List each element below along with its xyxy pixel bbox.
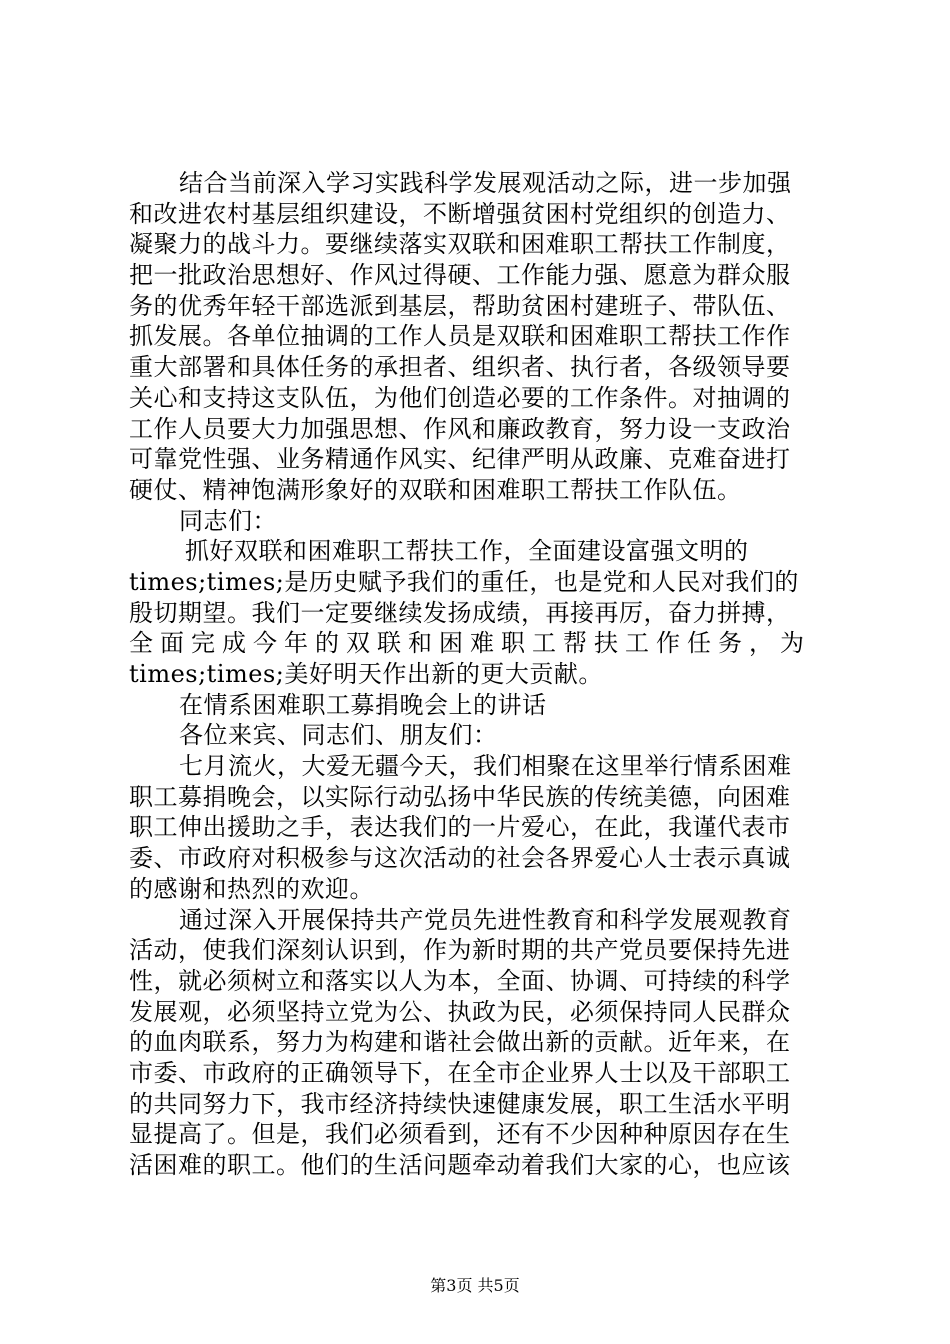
text-line: 发展观，必须坚持立党为公、执政为民，必须保持同人民群众 (129, 997, 791, 1026)
text-line: 显提高了。但是，我们必须看到，还有不少因种种原因存在生 (129, 1120, 791, 1149)
text-line: 工作人员要大力加强思想、作风和廉政教育，努力设一支政治 (129, 414, 791, 443)
text-line: 把一批政治思想好、作风过得硬、工作能力强、愿意为群众服 (129, 261, 791, 290)
text-line: 职工伸出援助之手，表达我们的一片爱心，在此，我谨代表市 (129, 813, 791, 842)
text-line: 的血肉联系，努力为构建和谐社会做出新的贡献。近年来，在 (129, 1028, 791, 1057)
text-line: 委、市政府对积极参与这次活动的社会各界爱心人士表示真诚 (129, 844, 791, 873)
text-line: 职工募捐晚会，以实际行动弘扬中华民族的传统美德，向困难 (129, 782, 791, 811)
text-line: 市委、市政府的正确领导下，在全市企业界人士以及干部职工 (129, 1058, 791, 1087)
text-line: 的共同努力下，我市经济持续快速健康发展，职工生活水平明 (129, 1089, 791, 1118)
text-line: 可靠党性强、业务精通作风实、纪律严明从政廉、克难奋进打 (129, 445, 791, 474)
text-line: 硬仗、精神饱满形象好的双联和困难职工帮扶工作队伍。 (129, 475, 742, 504)
text-line: 务的优秀年轻干部选派到基层，帮助贫困村建班子、带队伍、 (129, 291, 791, 320)
text-line: 抓好双联和困难职工帮扶工作，全面建设富强文明的 (185, 537, 749, 566)
text-line: 活困难的职工。他们的生活问题牵动着我们大家的心，也应该 (129, 1151, 791, 1179)
speech-title: 在情系困难职工募捐晚会上的讲话 (179, 690, 547, 719)
text-line: 通过深入开展保持共产党员先进性教育和科学发展观教育 (179, 905, 792, 934)
document-body (129, 168, 829, 1181)
text-line: 七月流火，大爱无疆今天，我们相聚在这里举行情系困难 (179, 752, 792, 781)
text-line: times;times;是历史赋予我们的重任，也是党和人民对我们的 (129, 567, 799, 596)
text-line: 抓发展。各单位抽调的工作人员是双联和困难职工帮扶工作作 (129, 322, 791, 351)
text-line: 关心和支持这支队伍，为他们创造必要的工作条件。对抽调的 (129, 383, 791, 412)
text-line: 活动，使我们深刻认识到，作为新时期的共产党员要保持先进 (129, 936, 791, 965)
text-line: 重大部署和具体任务的承担者、组织者、执行者，各级领导要 (129, 353, 791, 382)
text-line: 性，就必须树立和落实以人为本，全面、协调、可持续的科学 (129, 966, 791, 995)
text-line: 结合当前深入学习实践科学发展观活动之际，进一步加强 (179, 169, 792, 197)
text-line: times;times;美好明天作出新的更大贡献。 (129, 660, 603, 688)
text-line: 殷切期望。我们一定要继续发扬成绩，再接再厉，奋力拼搏， (129, 598, 791, 627)
page-number: 第3页 共5页 (430, 1276, 520, 1295)
salutation: 同志们： (179, 506, 277, 535)
text-line: 凝聚力的战斗力。要继续落实双联和困难职工帮扶工作制度， (129, 230, 791, 259)
salutation: 各位来宾、同志们、朋友们： (179, 721, 498, 750)
text-line: 和改进农村基层组织建设，不断增强贫困村党组织的创造力、 (129, 199, 791, 228)
text-line: 全面完成今年的双联和困难职工帮扶工作任务，为 (129, 629, 811, 658)
text-line: 的感谢和热烈的欢迎。 (129, 874, 374, 903)
